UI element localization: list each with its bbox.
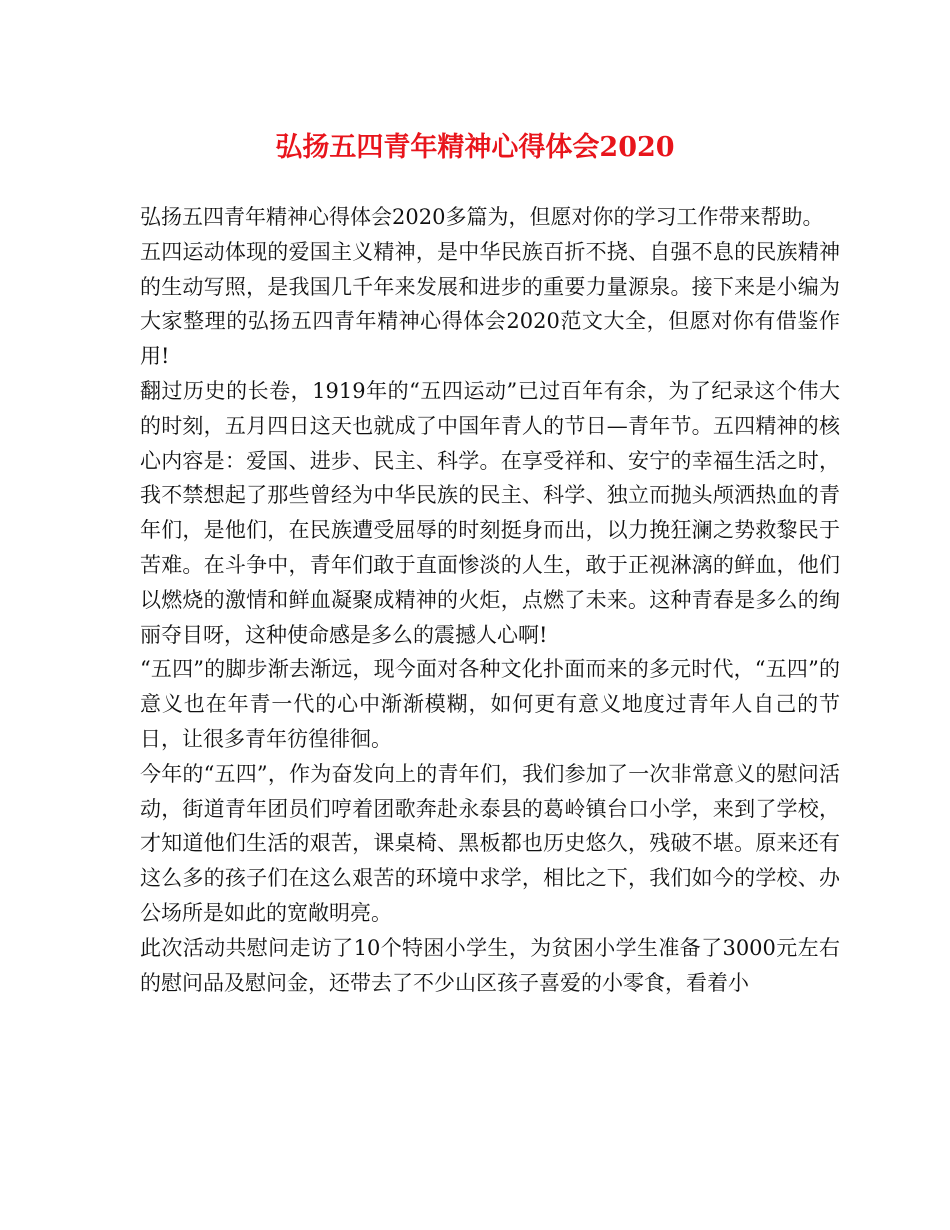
paragraph: 此次活动共慰问走访了10个特困小学生，为贫困小学生准备了3000元左右的慰问品及慰问金，还带去了不少山区孩子喜爱的小零食，看着小	[140, 935, 840, 995]
paragraph: “五四”的脚步渐去渐远，现今面对各种文化扑面而来的多元时代，“五四”的意义也在年青一代的心中渐渐模糊，如何更有意义地度过青年人自己的节日，让很多青年彷徨徘徊。	[140, 657, 840, 751]
document-body	[140, 200, 840, 1000]
paragraph: 五四运动体现的爱国主义精神，是中华民族百折不挠、自强不息的民族精神的生动写照，是我国几千年来发展和进步的重要力量源泉。接下来是小编为大家整理的弘扬五四青年精神心得体会2020范文大全，但愿对你有借鉴作用!	[140, 239, 840, 369]
paragraph: 翻过历史的长卷，1919年的“五四运动”已过百年有余，为了纪录这个伟大的时刻，五月四日这天也就成了中国年青人的节日—青年节。五四精神的核心内容是：爱国、进步、民主、科学。在享受祥和、安宁的幸福生活之时，我不禁想起了那些曾经为中华民族的民主、科学、独立而抛头颅洒热血的青年们，是他们，在民族遭受屈辱的时刻挺身而出，以力挽狂澜之势救黎民于苦难。在斗争中，青年们敢于直面惨淡的人生，敢于正视淋漓的鲜血，他们以燃烧的激情和鲜血凝聚成精神的火炬，点燃了未来。这种青春是多么的绚丽夺目呀，这种使命感是多么的震撼人心啊!	[140, 378, 840, 647]
paragraph: 弘扬五四青年精神心得体会2020多篇为，但愿对你的学习工作带来帮助。	[140, 205, 824, 229]
paragraph: 今年的“五四”，作为奋发向上的青年们，我们参加了一次非常意义的慰问活动，街道青年团员们哼着团歌奔赴永泰县的葛岭镇台口小学，来到了学校，才知道他们生活的艰苦，课桌椅、黑板都也历史悠久，残破不堪。原来还有这么多的孩子们在这么艰苦的环境中求学，相比之下，我们如今的学校、办公场所是如此的宽敞明亮。	[140, 761, 840, 925]
document-title: 弘扬五四青年精神心得体会2020	[275, 132, 675, 163]
